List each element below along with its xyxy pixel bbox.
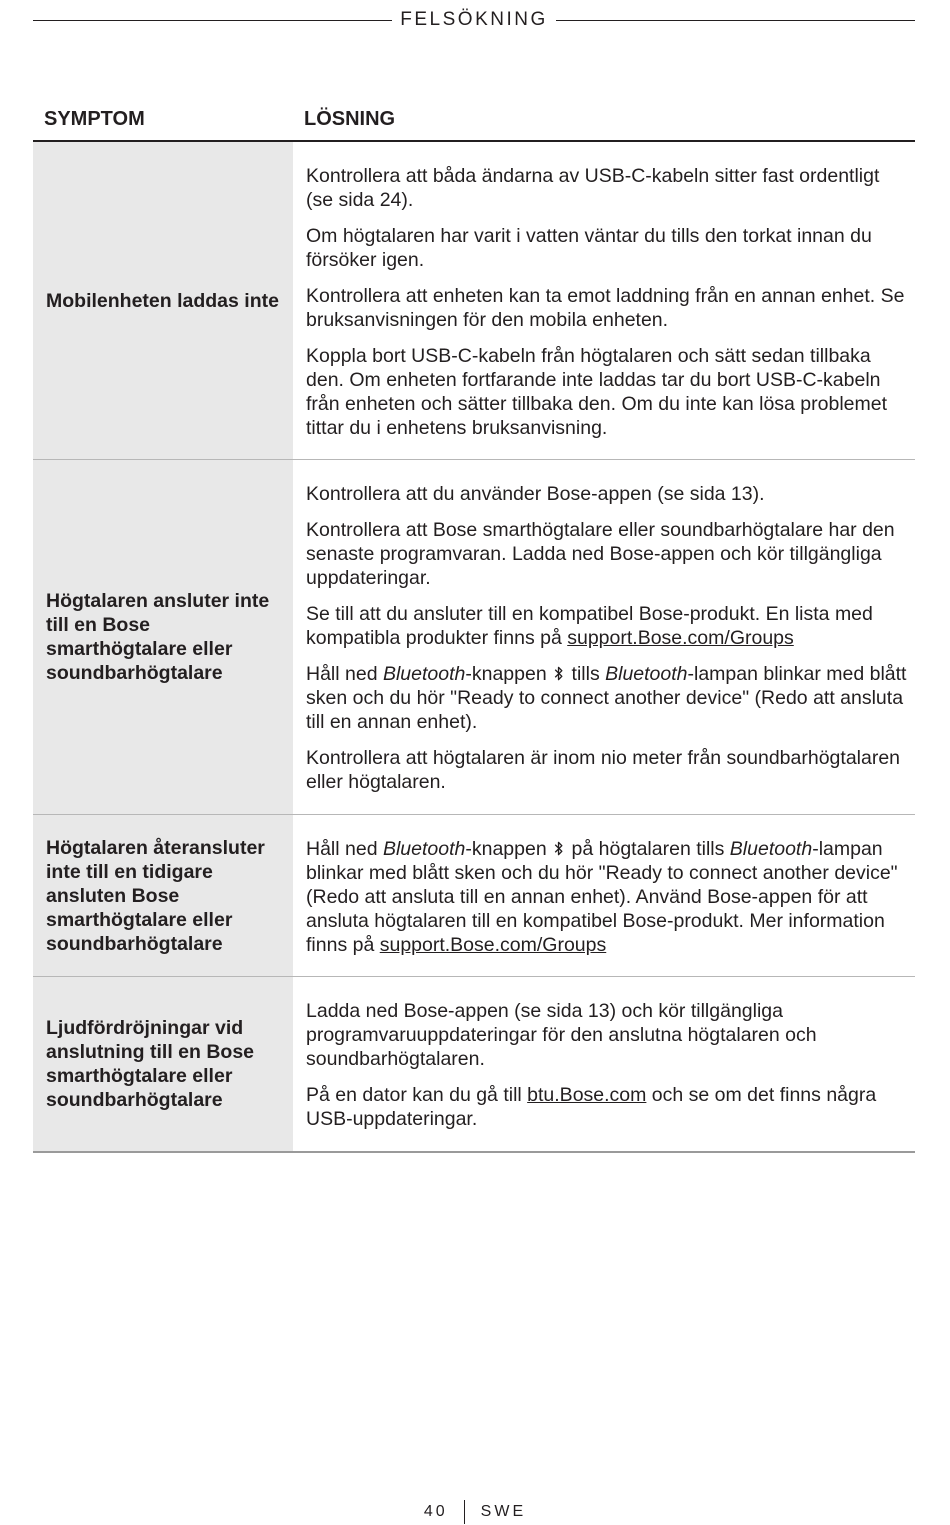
page-header [33,8,915,32]
text-segment: -knappen [465,838,553,860]
solution-text: Kontrollera att enheten kan ta emot laddning från en annan enhet. Se bruksanvisningen för den mobila enheten. [306,285,905,331]
solution-cell [293,977,915,1151]
table-row [33,977,915,1153]
text-segment: Håll ned [306,663,383,685]
column-header-solution: LÖSNING [304,108,396,130]
solution-cell [293,815,915,976]
btu-link[interactable]: btu.Bose.com [527,1084,647,1106]
symptom-cell: Mobilenheten laddas inte [33,142,293,459]
column-header-symptom: SYMPTOM [44,108,145,130]
bluetooth-word: Bluetooth [382,838,466,860]
solution-text [306,1083,909,1131]
bluetooth-word: Bluetooth [605,663,688,685]
solution-text [306,837,909,957]
table-row [33,460,915,815]
support-link[interactable]: support.Bose.com/Groups [379,934,607,956]
language-code: SWE [480,1503,527,1520]
section-title: FELSÖKNING [400,9,548,30]
text-segment: -lampan blinkar med blått sken och du hör "Ready to connect another device" (Redo att ansluta till en annan enhet). [306,663,907,733]
solution-text: Ladda ned Bose-appen (se sida 13) och kör tillgängliga programvaruuppdateringar för den anslutna högtalaren och soundbarhögtalaren. [306,1000,817,1070]
symptom-cell: Ljudfördröjningar vid anslutning till en Bose smarthögtalare eller soundbarhögtalare [33,977,293,1151]
solution-text: Kontrollera att högtalaren är inom nio meter från soundbarhögtalaren eller högtalaren. [306,747,901,793]
solution-cell [293,142,915,459]
solution-text: Koppla bort USB-C-kabeln från högtalaren och sätt sedan tillbaka den. Om enheten fortfarande inte laddas tar du bort USB-C-kabeln från enheten och sätter tillbaka den. Om du inte kan lösa problemet tittar du i enhetens bruksanvisning. [306,345,888,439]
text-segment: Håll ned [306,838,383,860]
footer-separator [464,1500,465,1524]
solution-text: Kontrollera att Bose smarthögtalare eller soundbarhögtalare har den senaste programvaran. Ladda ned Bose-appen och kör tillgängliga uppdateringar. [306,519,895,589]
solution-text [306,602,909,650]
text-segment: på högtalaren tills [566,838,730,860]
text-segment: och se om det finns några USB-uppdateringar. [306,1084,877,1130]
solution-text [306,662,909,734]
symptom-cell: Högtalaren återansluter inte till en tidigare ansluten Bose smarthögtalare eller soundbarhögtalare [33,815,293,976]
support-link[interactable]: support.Bose.com/Groups [567,627,794,649]
troubleshooting-table [33,142,915,1153]
bluetooth-word: Bluetooth [729,838,813,860]
table-row [33,142,915,460]
page-footer [0,1500,950,1524]
text-segment: tills [566,663,606,685]
header-rule-left [33,20,392,21]
solution-text: Kontrollera att du använder Bose-appen (se sida 13). [306,483,765,505]
header-rule-right [556,20,915,21]
solution-text: Kontrollera att båda ändarna av USB-C-kabeln sitter fast ordentligt (se sida 24). [306,165,880,211]
solution-text: Om högtalaren har varit i vatten väntar du tills den torkat innan du försöker igen. [306,225,872,271]
table-row [33,815,915,977]
bluetooth-word: Bluetooth [382,663,466,685]
page-number: 40 [423,1503,448,1520]
bluetooth-icon [553,840,565,857]
bluetooth-icon [553,665,565,682]
symptom-cell: Högtalaren ansluter inte till en Bose smarthögtalare eller soundbarhögtalare [33,460,293,814]
text-segment: På en dator kan du gå till [306,1084,528,1106]
solution-cell [293,460,915,814]
text-segment: -lampan blinkar med blått sken och du hör "Ready to connect another device" (Redo att ansluta till en annan enhet). Använd Bose-appen för att ansluta högtalaren till en kompatibel Bose-produkt. Mer information finns på [306,838,898,956]
text-segment: -knappen [465,663,553,685]
compat-text: Se till att du ansluter till en kompatibel Bose-produkt. En lista med kompatibla produkter finns på [306,603,873,649]
